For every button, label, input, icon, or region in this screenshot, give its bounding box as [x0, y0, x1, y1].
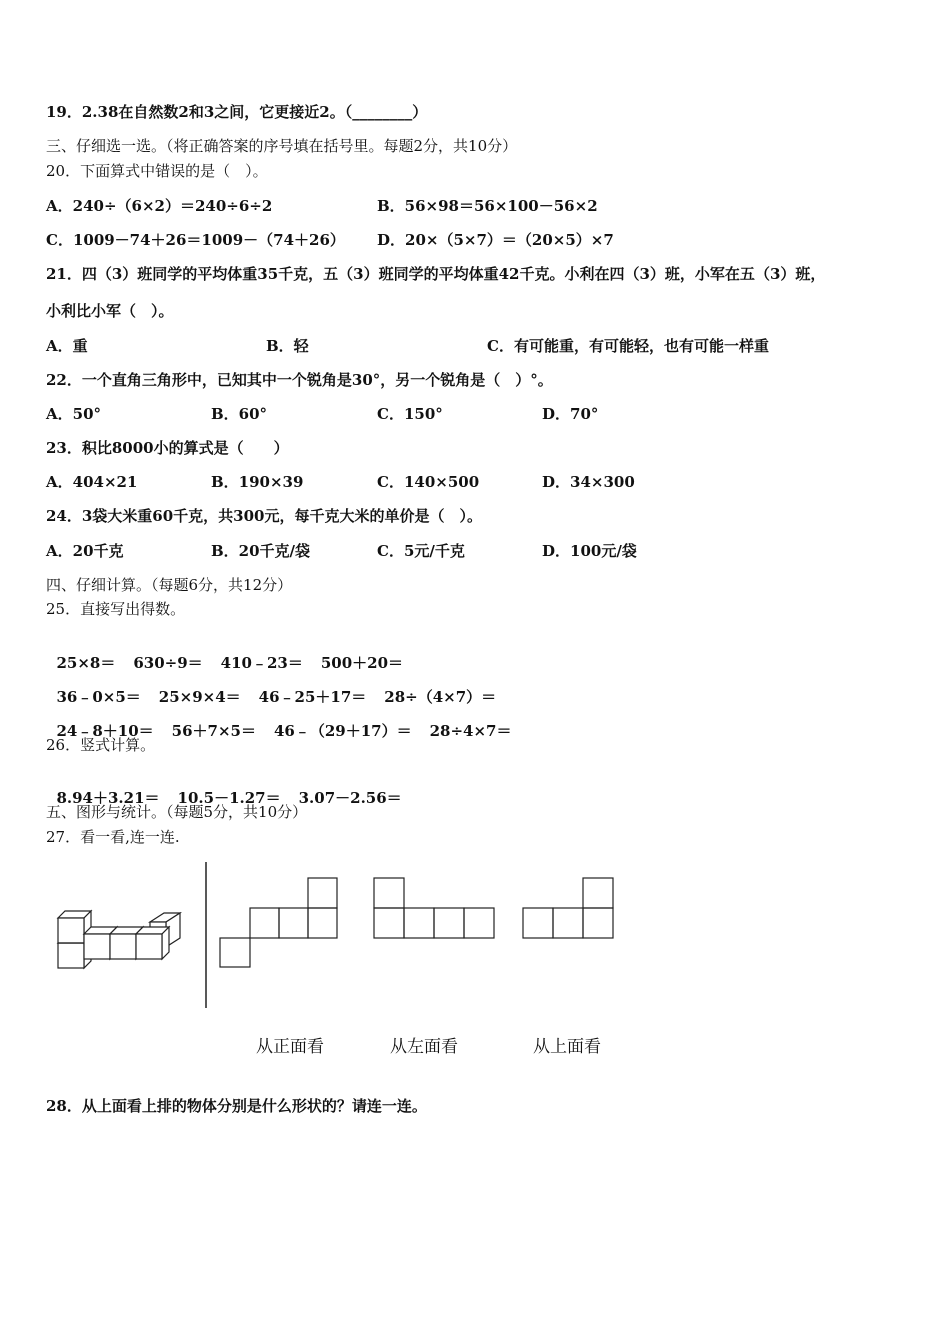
calc-item: 25×9×4＝	[158, 688, 241, 706]
question-24-stem: 24．3袋大米重60千克，共300元，每千克大米的单价是（ ）。	[46, 507, 482, 525]
cube-row-4	[136, 927, 169, 959]
q22-option-d: D．70°	[542, 405, 599, 423]
calc-item: 28÷（4×7）＝	[384, 688, 497, 706]
q23-option-d: D．34×300	[542, 473, 635, 491]
calc-item: 46﹣25＋17＝	[258, 688, 367, 706]
calc-item: 8.94＋3.21＝	[56, 789, 160, 807]
section-5-heading: 五、图形与统计。（每题5分，共10分）	[46, 803, 308, 821]
question-26-stem: 26．竖式计算。	[46, 736, 156, 754]
calc-item: 25×8＝	[56, 654, 116, 672]
q23-option-c: C．140×500	[377, 473, 480, 491]
calc-item: 28÷4×7＝	[429, 722, 512, 740]
question-28: 28．从上面看上排的物体分别是什么形状的？请连一连。	[46, 1097, 427, 1115]
calc-item: 410﹣23＝	[220, 654, 303, 672]
q22-option-a: A．50°	[46, 405, 102, 423]
question-27-stem: 27．看一看,连一连.	[46, 828, 180, 846]
q20-option-c: C．1009－74＋26＝1009－（74＋26）	[46, 231, 345, 249]
caption-front-view: 从正面看	[256, 1037, 324, 1057]
question-21-stem-line2: 小利比小军（ ）。	[46, 302, 174, 320]
q22-option-b: B．60°	[211, 405, 268, 423]
caption-left-view: 从左面看	[390, 1037, 458, 1057]
calc-item: 500＋20＝	[320, 654, 404, 672]
section-3-heading: 三、仔细选一选。（将正确答案的序号填在括号里。每题2分，共10分）	[46, 137, 518, 155]
q20-option-a: A．240÷（6×2）＝240÷6÷2	[46, 197, 273, 215]
question-19: 19．2.38在自然数2和3之间，它更接近2。（________）	[46, 103, 428, 121]
q24-option-c: C．5元/千克	[377, 542, 465, 560]
q23-option-a: A．404×21	[46, 473, 138, 491]
vertical-divider	[205, 862, 207, 1008]
q21-option-b: B．轻	[266, 337, 309, 355]
q24-option-a: A．20千克	[46, 542, 124, 560]
q21-option-a: A．重	[46, 337, 88, 355]
calc-item: 630÷9＝	[133, 654, 203, 672]
calc-item: 10.5－1.27＝	[177, 789, 281, 807]
q24-option-d: D．100元/袋	[542, 542, 637, 560]
caption-top-view: 从上面看	[533, 1037, 601, 1057]
question-23-stem: 23．积比8000小的算式是（ ）	[46, 439, 289, 457]
question-20-stem: 20．下面算式中错误的是（ ）。	[46, 162, 268, 180]
calc-item: 56＋7×5＝	[171, 722, 256, 740]
q24-option-b: B．20千克/袋	[211, 542, 311, 560]
question-21-stem-line1: 21．四（3）班同学的平均体重35千克，五（3）班同学的平均体重42千克。小利在四（3）班，小军在五（3）班，	[46, 265, 826, 283]
cube-solid-figure	[40, 900, 190, 980]
view-shape-3	[522, 877, 616, 941]
view-shape-1	[219, 877, 341, 969]
question-22-stem: 22．一个直角三角形中，已知其中一个锐角是30°，另一个锐角是（ ）°。	[46, 371, 553, 389]
calc-item: 36﹣0×5＝	[56, 688, 141, 706]
calc-item: 46﹣（29＋17）＝	[273, 722, 412, 740]
question-25-stem: 25．直接写出得数。	[46, 600, 186, 618]
q23-option-b: B．190×39	[211, 473, 304, 491]
section-4-heading: 四、仔细计算。（每题6分，共12分）	[46, 576, 293, 594]
q20-option-b: B．56×98＝56×100－56×2	[377, 197, 598, 215]
calc-item: 3.07－2.56＝	[298, 789, 402, 807]
q22-option-c: C．150°	[377, 405, 443, 423]
q20-option-d: D．20×（5×7）＝（20×5）×7	[377, 231, 614, 249]
view-shape-2	[373, 877, 497, 941]
q21-option-c: C．有可能重，有可能轻，也有可能一样重	[487, 337, 769, 355]
calc-item: 24﹣8＋10＝	[56, 722, 154, 740]
